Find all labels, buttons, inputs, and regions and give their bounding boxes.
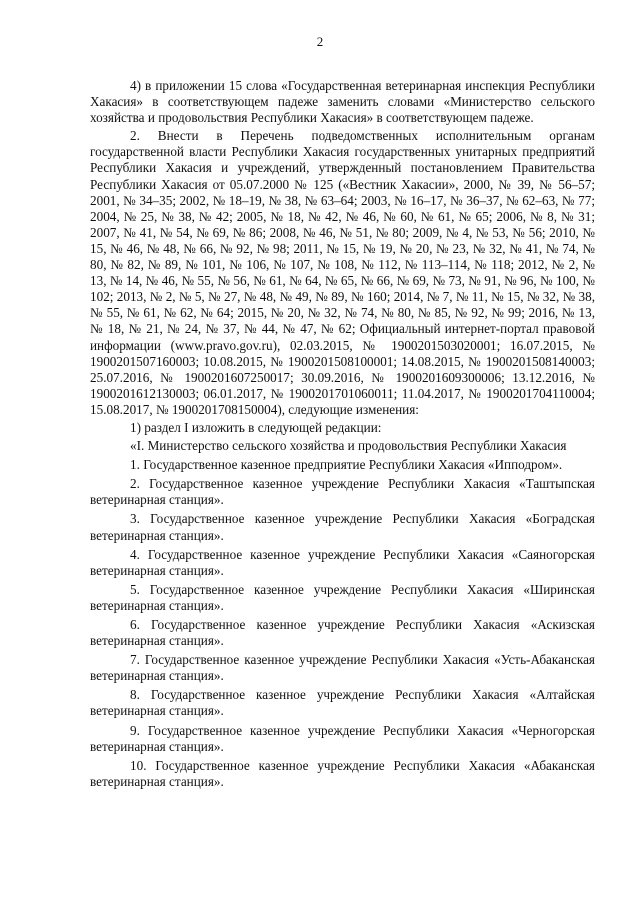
- page-number: 2: [316, 34, 324, 49]
- paragraph-section-intro: 1) раздел I изложить в следующей редакции:: [130, 419, 382, 435]
- list-item: 7. Государственное казенное учреждение Республики Хакасия «Усть-Абаканская ветеринарная станция».: [90, 652, 595, 684]
- list-item: 6. Государственное казенное учреждение Республики Хакасия «Аскизская ветеринарная станция».: [90, 617, 595, 649]
- list-item: 4. Государственное казенное учреждение Республики Хакасия «Саяногорская ветеринарная станция».: [90, 546, 595, 578]
- list-item: 8. Государственное казенное учреждение Республики Хакасия «Алтайская ветеринарная станция».: [90, 687, 595, 719]
- paragraph-point-2: 2. Внести в Перечень подведомственных исполнительным органам государственной власти Республики Хакасия государственных унитарных предприятий Республики Хакасия и учреждений, утвержденный постановлением Правительства Республики Хакасия от 05.07.2000 № 125 («Вестник Хакасии», 2000, № 39, № 56–57; 2001, № 34–35; 2002, № 18–19, № 38, № 63–64; 2003, № 16–17, № 36–37, № 62–63, № 77; 2004, № 25, № 38, № 42; 2005, № 18, № 42, № 46, № 60, № 61, № 65; 2006, № 8, № 31; 2007, № 41, № 54, № 69, № 86; 2008, № 46, № 51, № 80; 2009, № 4, № 53, № 56; 2010, № 15, № 46, № 48, № 66, № 92, № 98; 2011, № 15, № 19, № 20, № 23, № 32, № 41, № 74, № 80, № 82, № 89, № 101, № 106, № 107, № 108, № 112, № 113–114, № 118; 2012, № 2, № 13, № 14, № 46, № 55, № 56, № 61, № 64, № 65, № 66, № 69, № 73, № 91, № 96, № 100, № 102; 2013, № 2, № 5, № 27, № 48, № 49, № 89, № 160; 2014, № 7, № 11, № 15, № 32, № 38, № 55, № 61, № 62, № 64; 2015, № 20, № 32, № 74, № 80, № 85, № 92, № 99; 2016, № 13, № 18, № 21, № 24, № 37, № 44, № 47, № 62; Официальный интернет-портал правовой информации (www.pravo.gov.ru), 02.03.2015, № 1900201503020001; 16.07.2015, № 1900201507160003; 10.08.2015, № 1900201508100001; 14.08.2015, № 1900201508140003; 25.07.2016, № 1900201607250017; 30.09.2016, № 1900201609300006; 13.12.2016, № 1900201612130003; 06.01.2017, № 1900201701060011; 11.04.2017, № 1900201704110004; 15.08.2017, № 1900201708150004), следующие изменения:: [90, 128, 595, 417]
- list-item: 1. Государственное казенное предприятие Республики Хакасия «Ипподром».: [130, 457, 563, 473]
- list-item: 10. Государственное казенное учреждение Республики Хакасия «Абаканская ветеринарная станция».: [90, 757, 595, 789]
- document-body: [90, 78, 595, 790]
- list-item: 3. Государственное казенное учреждение Республики Хакасия «Боградская ветеринарная станция».: [90, 511, 595, 543]
- list-item: 9. Государственное казенное учреждение Республики Хакасия «Черногорская ветеринарная станция».: [90, 722, 595, 754]
- list-item: 5. Государственное казенное учреждение Республики Хакасия «Ширинская ветеринарная станция».: [90, 581, 595, 613]
- section-heading: «I. Министерство сельского хозяйства и продовольствия Республики Хакасия: [130, 438, 567, 454]
- list-item: 2. Государственное казенное учреждение Республики Хакасия «Таштыпская ветеринарная станция».: [90, 476, 595, 508]
- paragraph-amendment-4: 4) в приложении 15 слова «Государственная ветеринарная инспекция Республики Хакасия» в соответствующем падеже заменить словами «Министерство сельского хозяйства и продовольствия Республики Хакасия» в соответствующем падеже.: [90, 78, 595, 126]
